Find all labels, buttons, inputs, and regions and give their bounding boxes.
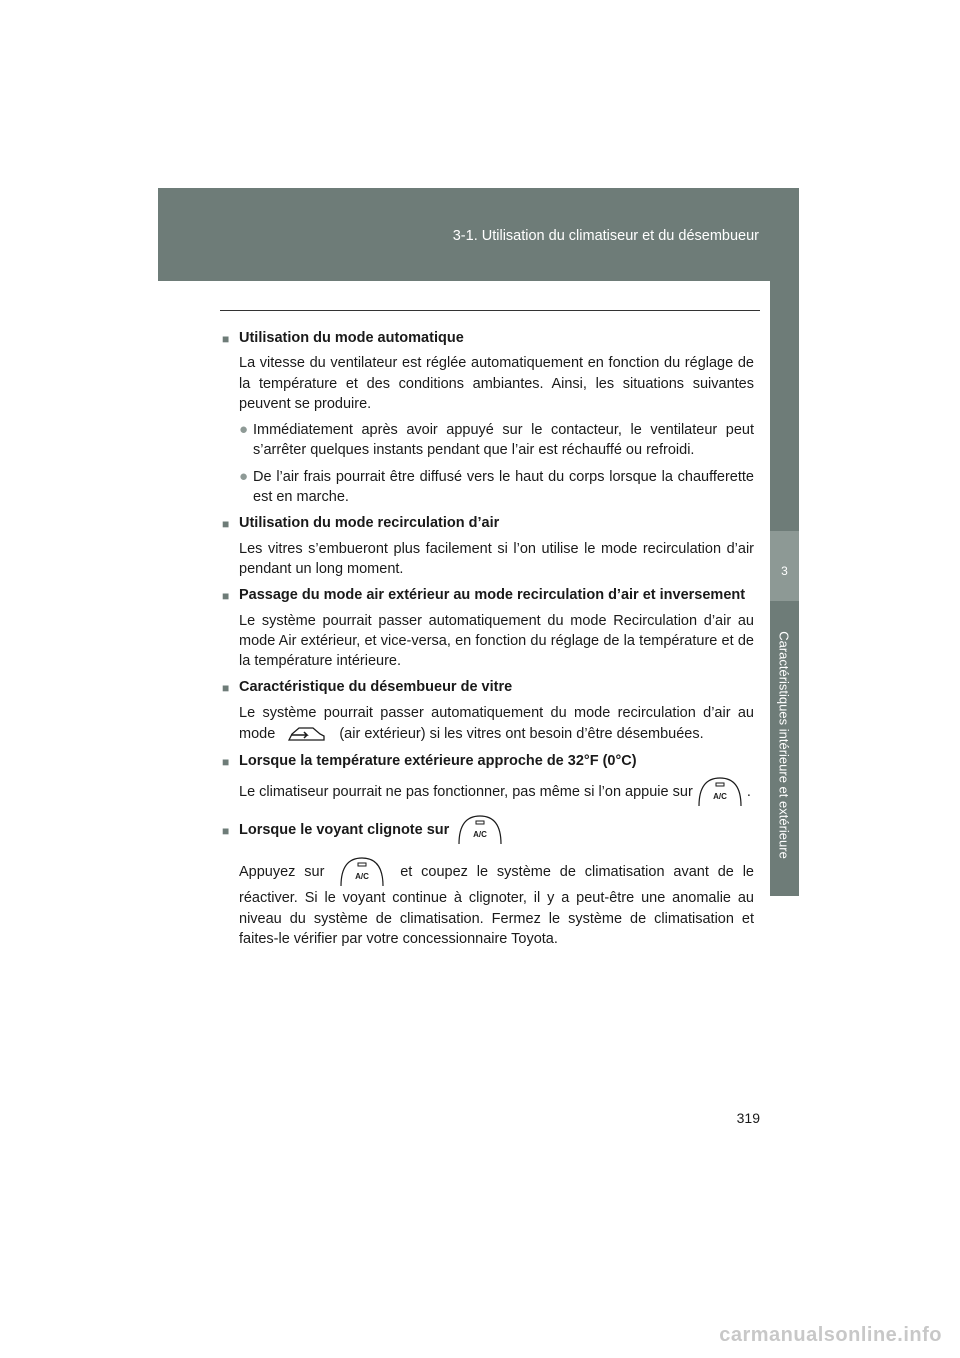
watermark: carmanualsonline.info [719,1324,942,1346]
content [222,328,754,955]
section-title: 3-1. Utilisation du climatiseur et du désembueur [452,228,759,244]
square-bullet-icon: ■ [222,681,230,696]
paragraph: Le système pourrait passer automatiquement du mode Recirculation d’air au mode Air extérieur, et vice-versa, en fonction du réglage de la température et de la température intérieure. [239,612,754,670]
top-rule [220,310,760,311]
page-number: 319 [736,1110,760,1126]
bullet-item: ● De l’air frais pourrait être diffusé vers le haut du corps lorsque la chaufferette est en marche. [239,467,754,508]
square-bullet-icon: ■ [222,517,230,532]
section-heading: ■ Lorsque le voyant clignote sur A/C [222,814,754,846]
paragraph: Le système pourrait passer automatiquement du mode recirculation d’air au mode (air extérieur) si les vitres ont besoin d’être désembuées. [239,703,754,745]
ac-button-icon [339,856,385,888]
paragraph: Les vitres s’embueront plus facilement si l’on utilise le mode recirculation d’air pendant un long moment. [239,540,754,577]
outside-air-icon [287,723,327,745]
header-band [158,188,799,281]
paragraph: Appuyez sur A/C et coupez le système de climatisation avant de le réactiver. Si le voyant continue à clignoter, il y a peut-être une anomalie au niveau du système de climatisation. Fermez le système de climatisation et faites-le vérifier par votre concessionnaire Toyota. [239,856,754,949]
section-heading: ■ Lorsque la température extérieure approche de 32°F (0°C) [222,751,754,772]
bullet-item: ● Immédiatement après avoir appuyé sur le contacteur, le ventilateur peut s’arrêter quelques instants pendant que l’air est réchauffé ou refroidi. [239,420,754,461]
section-heading: ■ Utilisation du mode automatique [222,328,754,349]
square-bullet-icon: ■ [222,589,230,604]
paragraph: Le climatiseur pourrait ne pas fonctionner, pas même si l’on appuie sur A/C . [239,776,754,808]
ac-button-icon [697,776,743,808]
chapter-number: 3 [781,564,788,578]
circle-bullet-icon: ● [239,467,249,485]
ac-label: A/C [355,872,370,882]
chapter-number-box [770,531,799,601]
ac-button-icon [457,814,503,846]
chapter-title: Caractéristiques intérieure et extérieure [776,631,792,859]
paragraph: La vitesse du ventilateur est réglée automatiquement en fonction du réglage de la température et des conditions ambiantes. Ainsi, les situations suivantes peuvent se produire. [239,355,754,412]
ac-label: A/C [712,792,727,802]
section-heading: ■ Utilisation du mode recirculation d’air [222,513,754,534]
square-bullet-icon: ■ [222,823,230,838]
circle-bullet-icon: ● [239,421,249,439]
square-bullet-icon: ■ [222,332,230,346]
ac-label: A/C [473,830,488,840]
section-heading: ■ Caractéristique du désembueur de vitre [222,677,754,698]
square-bullet-icon: ■ [222,755,230,770]
section-heading: ■ Passage du mode air extérieur au mode recirculation d’air et inversement [222,585,754,606]
